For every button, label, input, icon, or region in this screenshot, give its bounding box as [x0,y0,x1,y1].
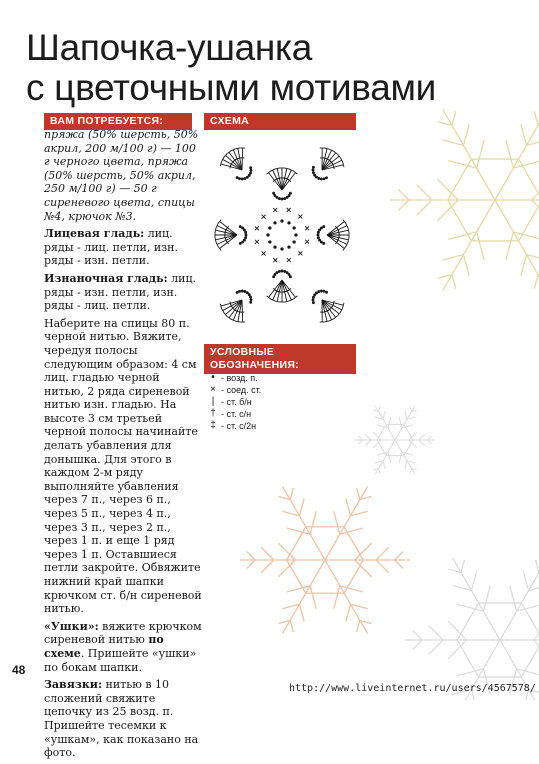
double-crochet-icon: † [208,408,218,420]
title-line-1: Шапочка-ушанка [26,28,486,68]
instructions-paragraph: Наберите на спицы 80 п. черной нитью. Вяжите, чередуя полосы следующим образом: 4 см лиц. гладью черной нитью, 2 ряда сиреневой нитью изн. гладью. На высоте 3 см третьей черной полосы начинайте делать убавления для донышка. Для этого в каждом 2-м ряду выполняйте убавления через 7 п., через 6 п., через 5 п., через 4 п., через 3 п., через 2 п., через 1 п. и еще 1 ряд через 1 п. Оставшиеся петли закройте. Обвяжите нижний край шапки крючком ст. б/н сиреневой нитью. [44,317,202,616]
crochet-scheme-diagram [202,135,362,335]
legend-text: - ст. с/н [221,408,251,420]
ears-text-1: вяжите крючком сиреневой нитью [44,620,202,647]
reverse-paragraph [44,272,202,313]
ears-paragraph [44,620,202,674]
legend-heading-line-1: УСЛОВНЫЕ [210,346,350,359]
single-crochet-icon: | [208,396,218,408]
legend-text: - ст. с/2н [221,420,256,432]
legend-text: - возд. п. [221,372,258,384]
snowflake-gray-large-icon [405,558,539,700]
title-line-2: с цветочными мотивами [26,68,486,108]
ties-label: Завязки: [44,678,102,691]
legend-item [208,408,261,420]
legend-item [208,420,261,432]
legend-item [208,372,261,384]
materials-heading: ВАМ ПОТРЕБУЕТСЯ: [44,113,192,130]
materials-text: пряжа (50% шерсть, 50% акрил, 200 м/100 г) — 100 г черного цвета, пряжа (50% шерсть, 50% акрил, 250 м/100 г) — 50 г сиреневого цвета, спицы №4, крючок №3. [44,128,202,223]
snowflake-peach-icon [240,486,410,633]
ears-text-2: . Пришейте «ушки» по бокам шапки. [44,647,196,674]
ears-label: «Ушки»: [44,620,99,633]
legend-list [208,372,261,432]
ties-text: нитью в 10 сложений свяжите цепочку из 25 возд. п. Пришейте тесемки к «ушкам», как показано на фото. [44,678,198,759]
text-column [44,128,202,764]
ties-paragraph [44,678,202,760]
page-number: 48 [12,663,25,677]
reverse-text: лиц. ряды - изн. петли, изн. ряды - лиц. петли. [44,272,196,312]
legend-text: - соед. ст. [221,384,261,396]
legend-item [208,396,261,408]
legend-text: - ст. б/н [221,396,252,408]
ears-bold: по схеме [44,633,164,660]
legend-item [208,384,261,396]
snowflake-gray-icon [355,405,435,474]
scheme-heading: СХЕМА [204,113,356,130]
legend-heading [204,344,356,374]
stockinette-text: лиц. ряды - лиц. петли, изн. ряды - изн. петли. [44,227,178,267]
reverse-label: Изнаночная гладь: [44,272,168,285]
slip-stitch-icon: × [208,384,218,396]
legend-heading-line-2: ОБОЗНАЧЕНИЯ: [210,359,350,372]
watermark-url: http://www.liveinternet.ru/users/4567578/ [289,683,536,694]
snowflake-gold-icon [390,109,539,291]
page-title [26,28,486,108]
chain-stitch-icon: • [208,372,218,384]
stockinette-label: Лицевая гладь: [44,227,144,240]
treble-crochet-icon: ‡ [208,420,218,432]
stockinette-paragraph [44,227,202,268]
